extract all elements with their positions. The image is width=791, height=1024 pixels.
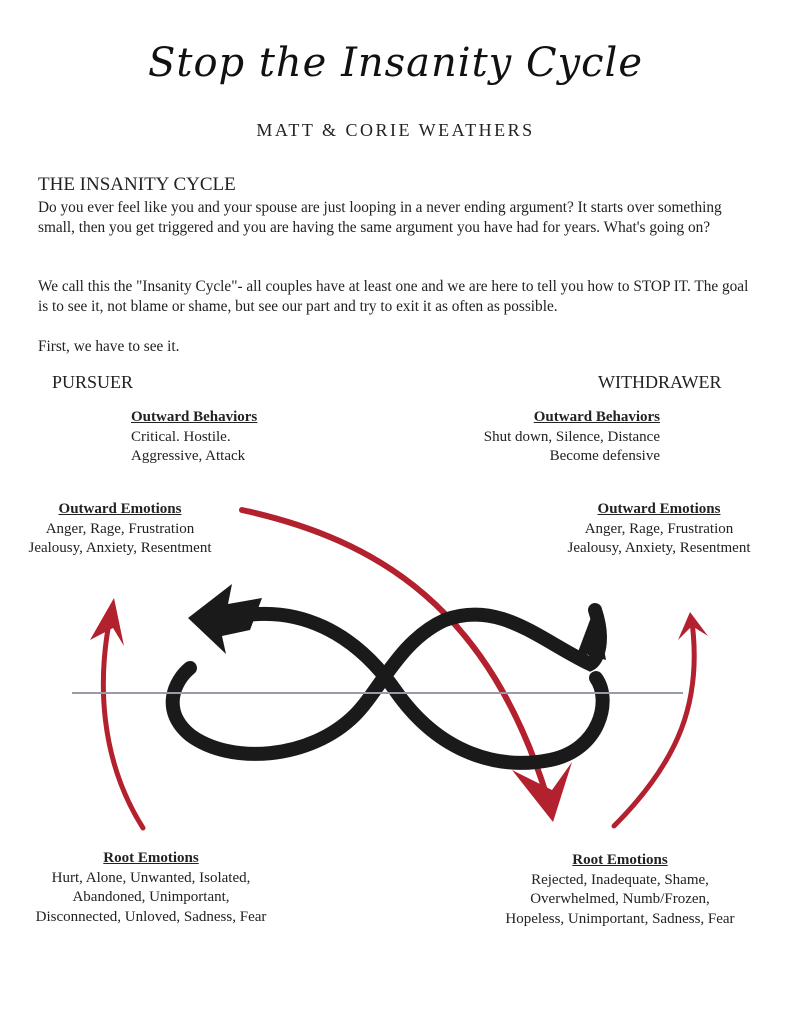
text-line: Jealousy, Anxiety, Resentment — [567, 540, 751, 556]
intro-paragraph: Do you ever feel like you and your spouse are just looping in a never ending argument? It starts over something small, then you get triggered and you are having the same argument you have had for years. What's going on? — [38, 199, 722, 236]
page-title: Stop the Insanity Cycle — [147, 40, 644, 86]
withdrawer-outward-behaviors — [440, 408, 660, 467]
section-title: Outward Emotions — [58, 501, 182, 517]
text-line: Hopeless, Unimportant, Sadness, Fear — [505, 910, 735, 927]
left-red-up-arrow — [90, 598, 143, 828]
section-heading: THE INSANITY CYCLE — [38, 174, 236, 195]
pursuer-outward-behaviors — [131, 408, 257, 467]
definition-paragraph: We call this the "Insanity Cycle"- all couples have at least one and we are here to tell you how to STOP IT. The goal is to see it, not blame or shame, but see our part and try to exit it as often as possible. — [38, 278, 749, 315]
text-line: Anger, Rage, Frustration — [584, 520, 734, 537]
text-line: Overwhelmed, Numb/Frozen, — [530, 891, 710, 907]
text-line: Become defensive — [549, 448, 660, 464]
section-title: Outward Behaviors — [131, 409, 258, 425]
first-step-paragraph: First, we have to see it. — [38, 338, 180, 355]
page-subtitle: MATT & CORIE WEATHERS — [256, 120, 535, 140]
right-red-up-arrow — [614, 612, 708, 826]
text-line: Rejected, Inadequate, Shame, — [531, 871, 709, 888]
text-line: Hurt, Alone, Unwanted, Isolated, — [51, 869, 251, 886]
section-title: Outward Emotions — [597, 501, 721, 517]
text-line: Critical. Hostile. — [131, 428, 231, 445]
withdrawer-outward-emotions — [546, 500, 772, 559]
text-line: Abandoned, Unimportant, — [72, 889, 230, 905]
section-title: Root Emotions — [572, 852, 668, 868]
text-line: Aggressive, Attack — [131, 448, 246, 464]
text-line: Jealousy, Anxiety, Resentment — [28, 540, 212, 556]
section-title: Root Emotions — [103, 850, 199, 866]
text-line: Anger, Rage, Frustration — [45, 520, 195, 537]
pursuer-root-emotions — [10, 849, 292, 927]
cross-red-arrow — [242, 510, 572, 822]
pursuer-outward-emotions — [4, 500, 236, 559]
withdrawer-root-emotions — [478, 851, 762, 929]
withdrawer-label: WITHDRAWER — [598, 372, 722, 392]
infinity-loop-arrow — [173, 584, 606, 763]
section-title: Outward Behaviors — [533, 409, 660, 425]
text-line: Disconnected, Unloved, Sadness, Fear — [35, 908, 267, 925]
text-line: Shut down, Silence, Distance — [483, 428, 660, 445]
pursuer-label: PURSUER — [52, 372, 134, 392]
